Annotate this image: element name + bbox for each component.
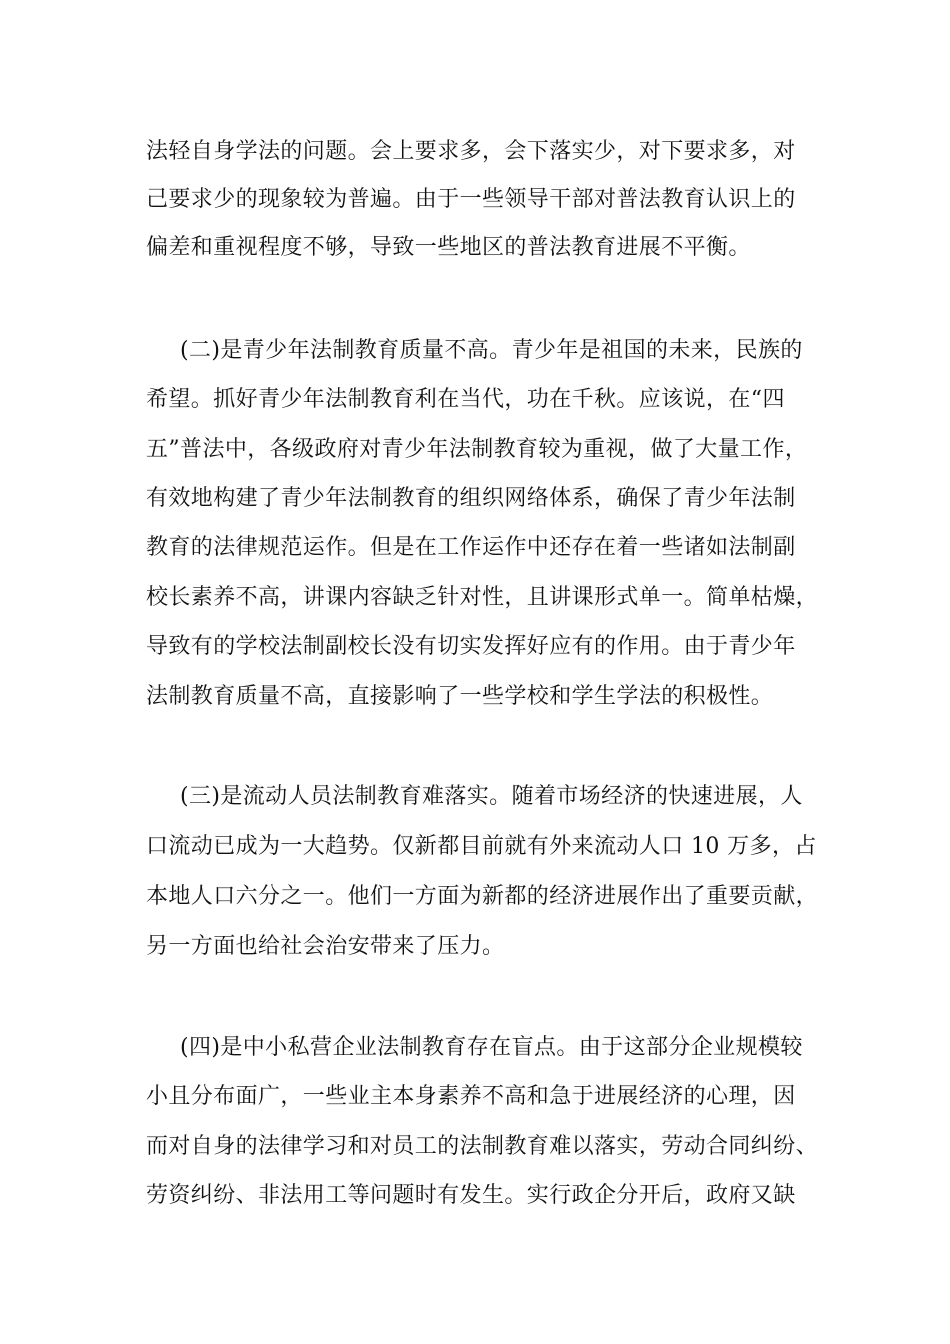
- paragraph-2-line-8: 法制教育质量不高，直接影响了一些学校和学生学法的积极性。: [146, 684, 774, 709]
- paragraph-1-line-2: 己要求少的现象较为普遍。由于一些领导干部对普法教育认识上的: [146, 187, 796, 212]
- paragraph-3-line-4: 另一方面也给社会治安带来了压力。: [146, 934, 505, 959]
- paragraph-4-line-4: 劳资纠纷、非法用工等问题时有发生。实行政企分开后，政府又缺: [146, 1183, 796, 1208]
- paragraph-2-line-7: 导致有的学校法制副校长没有切实发挥好应有的作用。由于青少年: [146, 634, 796, 659]
- paragraph-2-line-2: 希望。抓好青少年法制教育利在当代，功在千秋。应该说，在“四: [146, 387, 785, 412]
- paragraph-4-line-1: (四)是中小私营企业法制教育存在盲点。由于这部分企业规模较: [180, 1035, 803, 1060]
- paragraph-2-line-6: 校长素养不高，讲课内容缺乏针对性，且讲课形式单一。简单枯燥，: [146, 585, 819, 610]
- paragraph-1-line-3: 偏差和重视程度不够，导致一些地区的普法教育进展不平衡。: [146, 235, 751, 260]
- paragraph-2-line-4: 有效地构建了青少年法制教育的组织网络体系，确保了青少年法制: [146, 486, 796, 511]
- paragraph-3-line-2: 口流动已成为一大趋势。仅新都目前就有外来流动人口 10 万多，占: [146, 834, 817, 859]
- paragraph-2-line-5: 教育的法律规范运作。但是在工作运作中还存在着一些诸如法制副: [146, 535, 796, 560]
- paragraph-2-line-3: 五”普法中，各级政府对青少年法制教育较为重视，做了大量工作，: [146, 437, 808, 462]
- paragraph-2-line-1: (二)是青少年法制教育质量不高。青少年是祖国的未来，民族的: [180, 338, 803, 363]
- paragraph-4-line-3: 而对自身的法律学习和对员工的法制教育难以落实，劳动合同纠纷、: [146, 1134, 819, 1159]
- paragraph-1-line-1: 法轻自身学法的问题。会上要求多，会下落实少，对下要求多，对: [146, 139, 796, 164]
- paragraph-3-line-1: (三)是流动人员法制教育难落实。随着市场经济的快速进展，人: [180, 784, 803, 809]
- paragraph-3-line-3: 本地人口六分之一。他们一方面为新都的经济进展作出了重要贡献，: [146, 884, 819, 909]
- paragraph-4-line-2: 小且分布面广，一些业主本身素养不高和急于进展经济的心理，因: [146, 1084, 796, 1109]
